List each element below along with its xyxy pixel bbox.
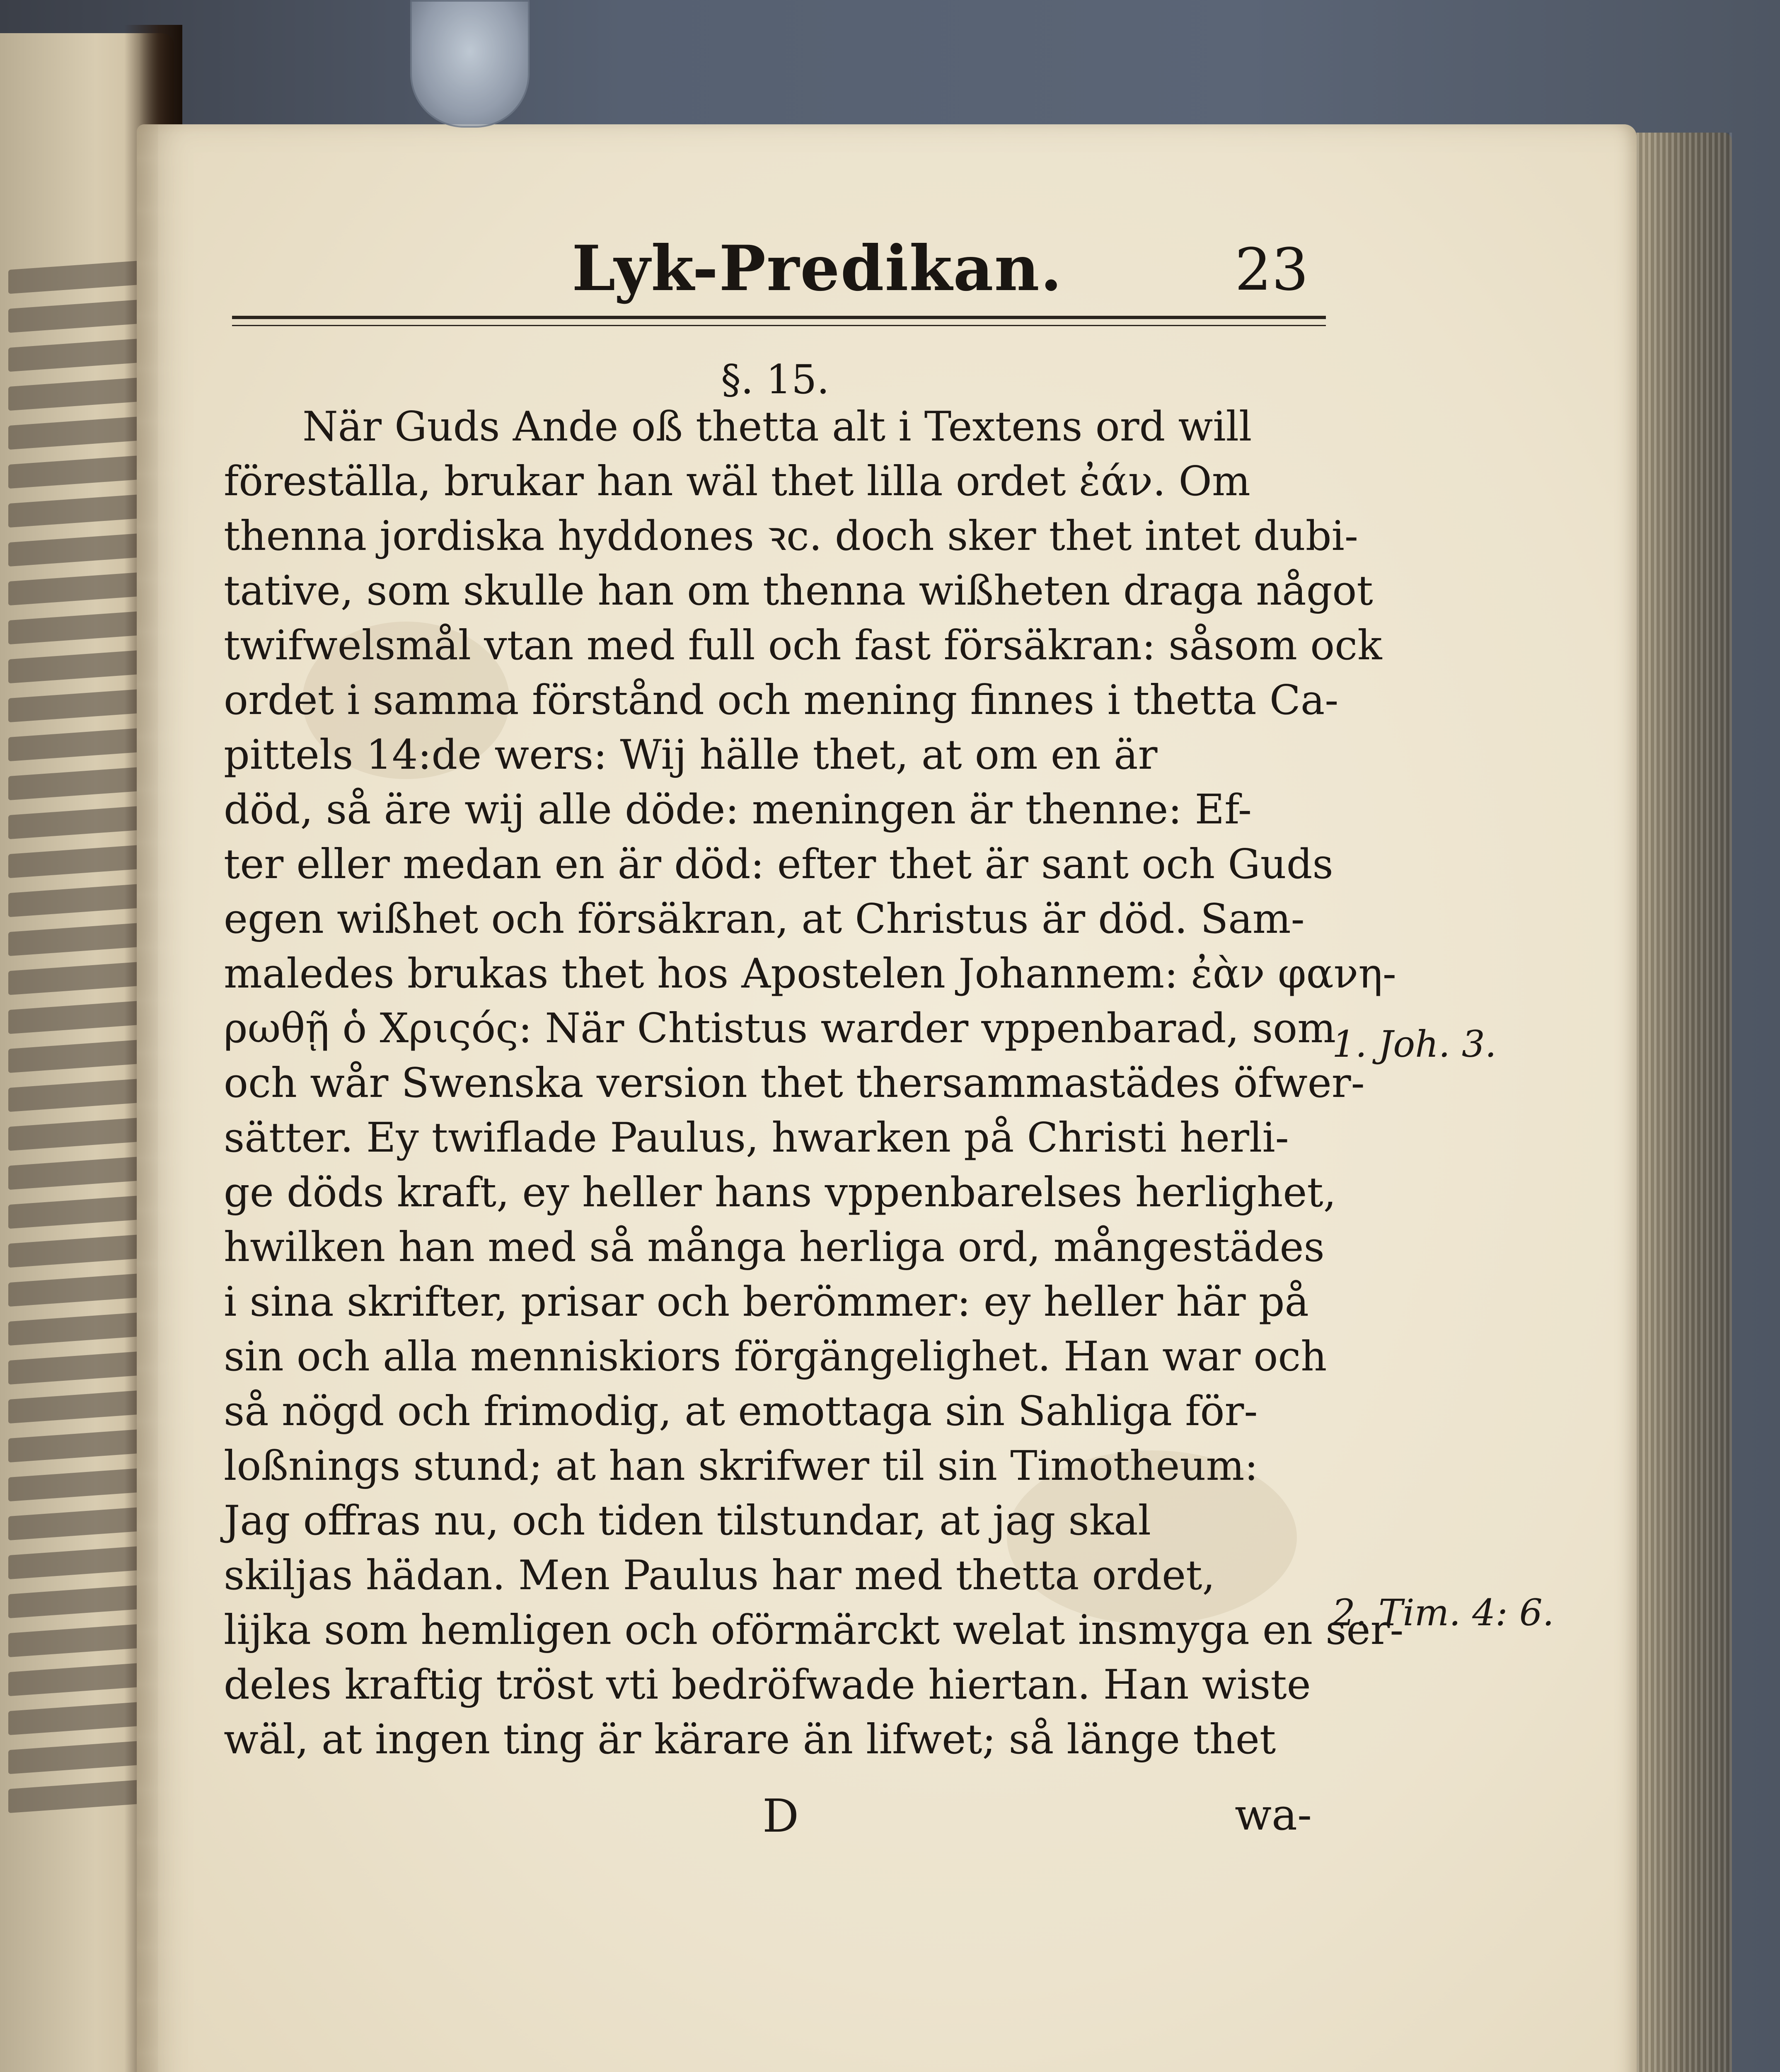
text-line: När Guds Ande oß thetta alt i Textens ord will	[302, 403, 1252, 450]
text-line: Jag offras nu, och tiden tilstundar, at jag skal	[224, 1497, 1151, 1544]
text-line: ordet i samma förstånd och mening finnes i thetta Ca-	[224, 677, 1339, 724]
text-line: twifwelsmål vtan med full och fast försäkran: såsom ock	[224, 622, 1382, 669]
text-line: lijka som hemligen och oförmärckt welat insmyga en ser-	[224, 1607, 1404, 1654]
text-line: och wår Swenska version thet thersammastädes öfwer-	[224, 1060, 1365, 1107]
text-line: i sina skrifter, prisar och berömmer: ey heller här på	[224, 1278, 1309, 1326]
running-head: Lyk-Predikan.	[572, 232, 1063, 305]
section-mark: §. 15.	[721, 356, 830, 403]
margin-note-joh: 1. Joh. 3.	[1332, 1023, 1497, 1065]
text-line: ρωθῇ ὁ Χριςός: När Chtistus warder vppenbarad, som	[224, 1005, 1336, 1052]
text-line: ge döds kraft, ey heller hans vppenbarelses herlighet,	[224, 1169, 1336, 1216]
text-line: ter eller medan en är död: efter thet är sant och Guds	[224, 841, 1333, 888]
text-line: skiljas hädan. Men Paulus har med thetta ordet,	[224, 1552, 1215, 1599]
catchword: wa-	[1235, 1789, 1312, 1840]
text-line: maledes brukas thet hos Apostelen Johannem: ἐὰν φανη-	[224, 950, 1397, 997]
book-clip-top	[410, 0, 530, 128]
text-line: sin och alla menniskiors förgängelighet. Han war och	[224, 1333, 1327, 1380]
text-line: död, så äre wij alle döde: meningen är thenne: Ef-	[224, 786, 1252, 833]
text-line: sätter. Ey twiflade Paulus, hwarken på Christi herli-	[224, 1114, 1289, 1162]
text-line: hwilken han med så många herliga ord, mångestädes	[224, 1224, 1325, 1271]
text-line: loßnings stund; at han skrifwer til sin Timotheum:	[224, 1443, 1258, 1490]
text-line: föreställa, brukar han wäl thet lilla ordet ἐάν. Om	[224, 458, 1250, 505]
text-line: tative, som skulle han om thenna wißheten draga något	[224, 567, 1373, 615]
text-line: så nögd och frimodig, at emottaga sin Sahliga för-	[224, 1388, 1258, 1435]
text-line: wäl, at ingen ting är kärare än lifwet; så länge thet	[224, 1716, 1276, 1763]
page-number: 23	[1235, 236, 1309, 304]
header-rule	[232, 316, 1326, 326]
text-line: thenna jordiska hyddones ꝛc. doch sker thet intet dubi-	[224, 513, 1359, 560]
signature-mark: D	[762, 1789, 799, 1842]
text-line: egen wißhet och försäkran, at Christus är död. Sam-	[224, 896, 1305, 943]
text-line: deles kraftig tröst vti bedröfwade hiertan. Han wiste	[224, 1661, 1311, 1709]
text-line: pittels 14:de wers: Wij hälle thet, at om en är	[224, 731, 1158, 779]
margin-note-tim: 2. Tim. 4: 6.	[1332, 1591, 1554, 1634]
